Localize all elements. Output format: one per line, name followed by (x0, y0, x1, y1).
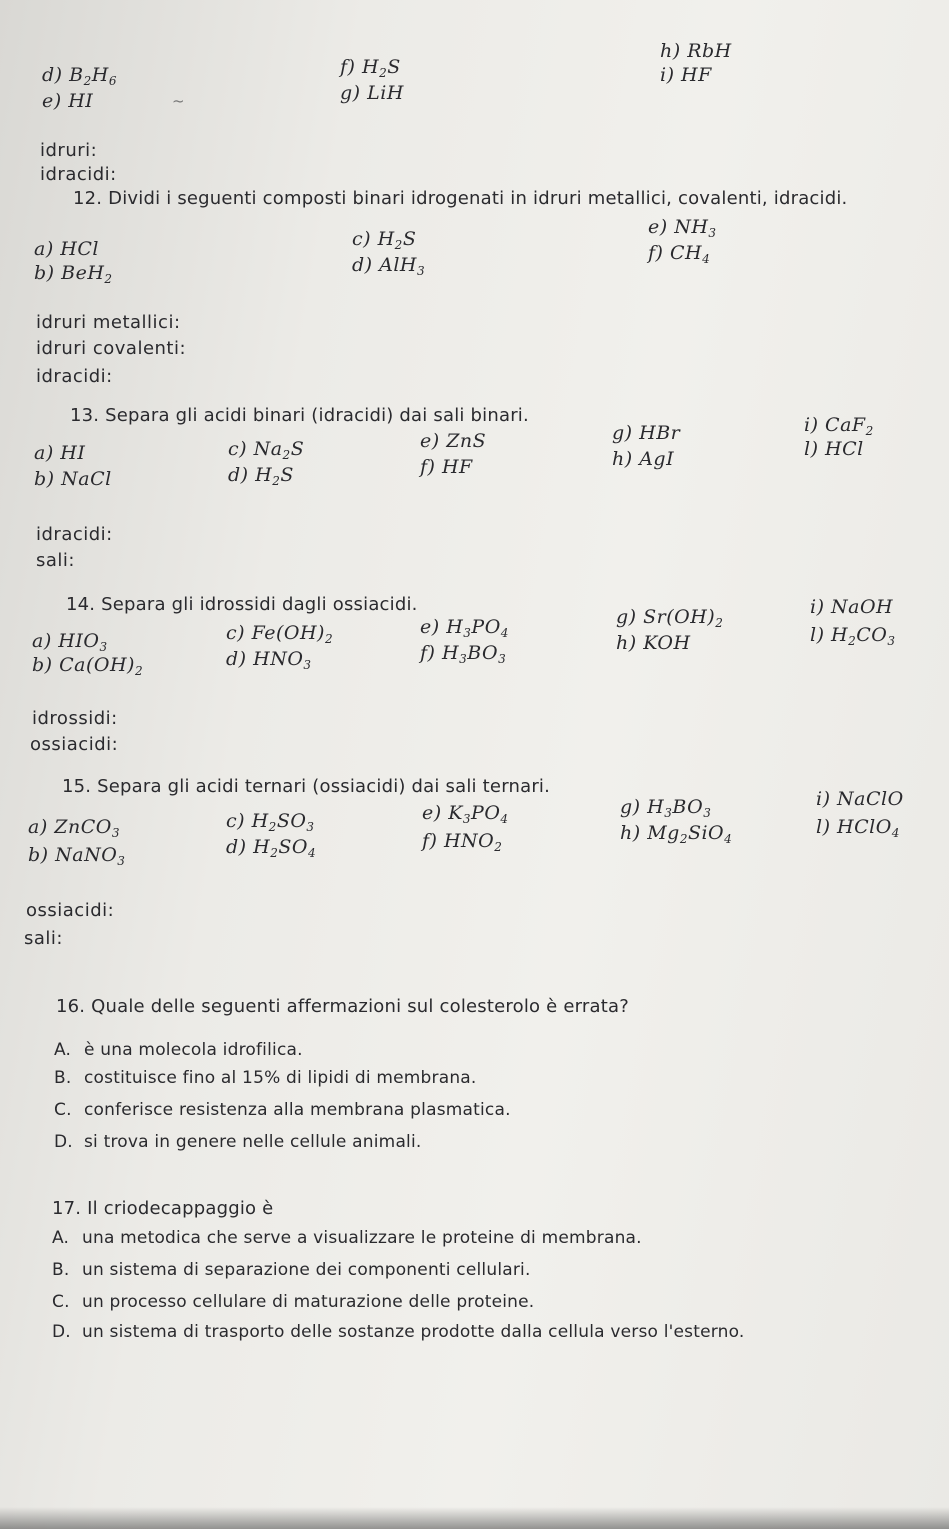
formula-part: Fe(OH) (251, 622, 325, 644)
formula-part: HI (68, 90, 94, 112)
item-letter: g) (340, 82, 368, 104)
item-letter: c) (226, 622, 252, 644)
formula-item (422, 802, 509, 824)
formula-part: 4 (500, 626, 509, 640)
formula-part: 2 (83, 74, 92, 88)
formula-item (648, 216, 717, 238)
formula-part: 3 (99, 640, 108, 654)
item-letter: b) (34, 262, 62, 284)
formula-part: K (448, 802, 463, 824)
formula-part: 2 (848, 634, 857, 648)
formula-part: 2 (494, 840, 503, 854)
item-letter: f) (420, 456, 442, 478)
option-text: è una molecola idrofilica. (84, 1040, 303, 1060)
formula-part: 3 (498, 652, 507, 666)
option-text: un sistema di trasporto delle sostanze prodotte dalla cellula verso l'esterno. (82, 1322, 745, 1342)
option-text: un processo cellulare di maturazione delle proteine. (82, 1292, 535, 1312)
item-letter: e) (422, 802, 449, 824)
answer-label: idracidi: (36, 524, 113, 545)
formula-item (612, 448, 674, 470)
formula-part: H (251, 810, 269, 832)
photo-edge-shadow (0, 1507, 949, 1529)
formula-part: BO (467, 642, 499, 664)
formula-part: HCl (825, 438, 864, 460)
formula-part: H (647, 796, 665, 818)
answer-label: ossiacidi: (26, 900, 115, 921)
formula-part: PO (471, 802, 501, 824)
formula-part: AgI (639, 448, 675, 470)
formula-part: AlH (379, 254, 417, 276)
formula-part: CaF (825, 414, 866, 436)
item-letter: a) (34, 442, 61, 464)
item-letter: d) (226, 648, 254, 670)
formula-item (28, 844, 125, 866)
item-letter: d) (352, 254, 380, 276)
item-letter: l) (816, 816, 838, 838)
exercise-title: 13. Separa gli acidi binari (idracidi) dai sali binari. (70, 405, 529, 426)
formula-part: 3 (117, 854, 126, 868)
item-letter: i) (804, 414, 826, 436)
option-letter: C. (54, 1100, 72, 1120)
answer-option (52, 1292, 534, 1312)
option-letter: B. (52, 1260, 70, 1280)
item-letter: c) (226, 810, 252, 832)
formula-item (422, 830, 502, 852)
formula-item (648, 242, 710, 264)
answer-option (54, 1100, 511, 1120)
formula-part: 3 (459, 652, 468, 666)
formula-part: Sr(OH) (643, 606, 716, 628)
formula-part: SiO (687, 822, 725, 844)
option-text: un sistema di separazione dei componenti cellulari. (82, 1260, 531, 1280)
formula-item (228, 464, 294, 486)
formula-item (226, 648, 312, 670)
formula-part: H (831, 624, 849, 646)
item-letter: b) (28, 844, 56, 866)
formula-part: 4 (702, 252, 711, 266)
answer-option (54, 1040, 303, 1060)
item-letter: g) (620, 796, 648, 818)
item-letter: d) (228, 464, 256, 486)
formula-part: BO (672, 796, 704, 818)
formula-part: 2 (715, 616, 724, 630)
exercise-title: 15. Separa gli acidi ternari (ossiacidi) dai sali ternari. (62, 776, 551, 797)
formula-part: S (280, 464, 294, 486)
formula-item (804, 414, 874, 436)
item-letter: h) (612, 448, 640, 470)
item-letter: a) (28, 816, 55, 838)
answer-label: idruri: (40, 140, 98, 161)
answer-option (52, 1260, 531, 1280)
formula-part: 2 (272, 474, 281, 488)
formula-part: 2 (679, 832, 688, 846)
formula-item (34, 238, 99, 260)
formula-part: SO (278, 836, 308, 858)
formula-part: H (253, 836, 271, 858)
formula-part: 3 (664, 806, 673, 820)
formula-item (34, 442, 85, 464)
formula-part: NaOH (831, 596, 894, 618)
item-letter: i) (660, 64, 682, 86)
formula-part: H (255, 464, 273, 486)
formula-item (42, 90, 93, 112)
formula-item (804, 438, 864, 460)
item-letter: i) (816, 788, 838, 810)
formula-part: 4 (307, 846, 317, 860)
formula-part: HBr (639, 422, 681, 444)
formula-part: 2 (104, 272, 113, 286)
answer-label: idrossidi: (32, 708, 118, 729)
item-letter: d) (42, 64, 70, 86)
formula-item (810, 596, 893, 618)
formula-part: Ca(OH) (59, 654, 135, 676)
formula-part: HNO (253, 648, 304, 670)
item-letter: b) (34, 468, 62, 490)
formula-part: 6 (108, 74, 117, 88)
formula-part: Na (253, 438, 283, 460)
formula-item (616, 632, 691, 654)
exercise-title: 14. Separa gli idrossidi dagli ossiacidi. (66, 594, 418, 615)
item-letter: l) (810, 624, 832, 646)
formula-part: H (361, 56, 380, 78)
item-letter: h) (620, 822, 648, 844)
item-letter: f) (420, 642, 442, 664)
formula-part: 2 (270, 846, 279, 860)
formula-part: 3 (303, 658, 312, 672)
formula-part: H (446, 616, 464, 638)
formula-item (420, 616, 509, 638)
item-letter: f) (422, 830, 444, 852)
option-text: si trova in genere nelle cellule animali. (84, 1132, 422, 1152)
formula-item (226, 836, 316, 858)
item-letter: l) (804, 438, 826, 460)
formula-part: KOH (643, 632, 691, 654)
pen-scribble: ~ (172, 92, 185, 110)
formula-part: BeH (61, 262, 105, 284)
formula-part: 3 (306, 820, 315, 834)
formula-item (620, 796, 711, 818)
formula-part: NH (674, 216, 709, 238)
option-letter: D. (52, 1322, 71, 1342)
formula-item (612, 422, 680, 444)
formula-part: LiH (367, 82, 404, 104)
formula-part: 3 (887, 634, 896, 648)
formula-item (420, 456, 473, 478)
formula-part: RbH (687, 40, 732, 62)
option-letter: A. (54, 1040, 72, 1060)
formula-part: HIO (58, 630, 100, 652)
item-letter: h) (660, 40, 688, 62)
formula-part: 3 (417, 264, 426, 278)
formula-item (42, 64, 117, 86)
formula-part: ZnCO (54, 816, 112, 838)
formula-part: HI (60, 442, 86, 464)
item-letter: e) (420, 616, 447, 638)
item-letter: e) (420, 430, 447, 452)
answer-option (54, 1068, 477, 1088)
formula-item (352, 254, 425, 276)
item-letter: i) (810, 596, 832, 618)
option-text: costituisce fino al 15% di lipidi di membrana. (84, 1068, 477, 1088)
formula-item (226, 622, 333, 644)
formula-part: NaCl (61, 468, 112, 490)
formula-part: HCl (60, 238, 99, 260)
formula-part: HClO (837, 816, 892, 838)
formula-part: SO (276, 810, 307, 832)
formula-item (34, 468, 112, 490)
item-letter: e) (648, 216, 675, 238)
question-title: 17. Il criodecappaggio è (52, 1198, 274, 1219)
formula-part: 2 (134, 664, 144, 678)
answer-label: sali: (36, 550, 75, 571)
formula-part: 3 (463, 626, 472, 640)
formula-item (340, 56, 401, 78)
exercise-title: 12. Dividi i seguenti composti binari idrogenati in idruri metallici, covalenti, idracidi. (73, 188, 848, 209)
formula-item (226, 810, 315, 832)
formula-part: 2 (394, 238, 403, 252)
formula-item (28, 816, 120, 838)
answer-option (52, 1322, 745, 1342)
option-letter: B. (54, 1068, 72, 1088)
formula-part: 3 (708, 226, 717, 240)
answer-label: sali: (24, 928, 63, 949)
answer-label: idruri metallici: (36, 312, 181, 333)
item-letter: a) (32, 630, 59, 652)
item-letter: f) (340, 56, 362, 78)
item-letter: g) (616, 606, 644, 628)
item-letter: g) (612, 422, 640, 444)
formula-item (810, 624, 896, 646)
item-letter: c) (228, 438, 254, 460)
answer-label: idracidi: (36, 366, 113, 387)
formula-item (420, 430, 486, 452)
item-letter: h) (616, 632, 644, 654)
formula-item (620, 822, 732, 844)
formula-part: CO (856, 624, 888, 646)
formula-item (228, 438, 304, 460)
formula-item (420, 642, 506, 664)
answer-option (54, 1132, 422, 1152)
answer-label: idruri covalenti: (36, 338, 187, 359)
formula-part: S (402, 228, 417, 250)
formula-part: 2 (379, 66, 388, 80)
formula-part: H (91, 64, 109, 86)
formula-item (616, 606, 723, 628)
formula-item (816, 816, 900, 838)
item-letter: a) (34, 238, 61, 260)
formula-part: CH (669, 242, 703, 264)
item-letter: e) (42, 90, 69, 112)
formula-part: B (69, 64, 84, 86)
formula-item (34, 262, 113, 284)
formula-part: S (387, 56, 401, 78)
option-text: una metodica che serve a visualizzare le proteine di membrana. (82, 1228, 642, 1248)
formula-part: 2 (268, 820, 277, 834)
formula-part: S (290, 438, 305, 460)
option-letter: C. (52, 1292, 70, 1312)
formula-part: 2 (865, 424, 874, 438)
formula-item (660, 64, 712, 86)
option-letter: D. (54, 1132, 73, 1152)
question-title: 16. Quale delle seguenti affermazioni sul colesterolo è errata? (56, 996, 629, 1017)
formula-part: 4 (500, 812, 509, 826)
item-letter: c) (352, 228, 378, 250)
formula-part: 2 (324, 632, 334, 646)
formula-part: HNO (443, 830, 495, 852)
formula-part: H (441, 642, 460, 664)
formula-item (352, 228, 416, 250)
formula-part: 3 (462, 812, 472, 826)
answer-label: idracidi: (40, 164, 117, 185)
item-letter: f) (648, 242, 670, 264)
formula-part: 3 (111, 826, 120, 840)
formula-part: H (377, 228, 395, 250)
answer-option (52, 1228, 642, 1248)
formula-item (32, 654, 143, 676)
formula-part: 4 (891, 826, 900, 840)
option-letter: A. (52, 1228, 70, 1248)
formula-part: NaClO (837, 788, 904, 810)
formula-part: PO (471, 616, 501, 638)
formula-part: ZnS (446, 430, 487, 452)
formula-part: HF (681, 64, 712, 86)
formula-part: NaNO (55, 844, 118, 866)
option-text: conferisce resistenza alla membrana plasmatica. (84, 1100, 511, 1120)
item-letter: d) (226, 836, 254, 858)
formula-item (32, 630, 108, 652)
formula-part: 4 (724, 832, 733, 846)
formula-item (340, 82, 404, 104)
formula-item (816, 788, 904, 810)
item-letter: b) (32, 654, 60, 676)
formula-part: Mg (647, 822, 680, 844)
formula-part: HF (441, 456, 473, 478)
answer-label: ossiacidi: (30, 734, 119, 755)
formula-part: 3 (703, 806, 712, 820)
formula-part: 2 (282, 448, 291, 462)
formula-item (660, 40, 732, 62)
